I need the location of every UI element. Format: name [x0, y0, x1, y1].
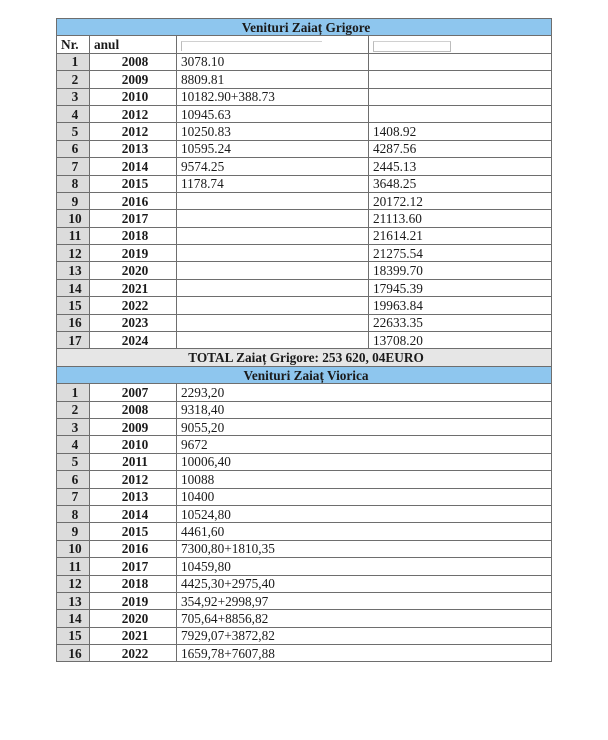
row-number: 9: [57, 192, 90, 209]
table-row: [57, 610, 552, 627]
row-year: 2009: [90, 418, 177, 435]
table-row: [57, 488, 552, 505]
row-year: 2012: [90, 471, 177, 488]
row-value-1: [177, 314, 369, 331]
row-value-1: [177, 279, 369, 296]
table-row: [57, 123, 552, 140]
row-value: 9672: [177, 436, 552, 453]
row-value: 9055,20: [177, 418, 552, 435]
redacted-header-mark: [181, 41, 322, 51]
row-value: 2293,20: [177, 384, 552, 401]
row-year: 2021: [90, 627, 177, 644]
section2-title-row: [57, 366, 552, 383]
table-row: [57, 453, 552, 470]
table-row: [57, 505, 552, 522]
row-number: 17: [57, 332, 90, 349]
row-year: 2010: [90, 436, 177, 453]
row-value: 10459,80: [177, 558, 552, 575]
row-number: 5: [57, 453, 90, 470]
row-value-2: 19963.84: [369, 297, 552, 314]
row-value-1: 3078.10: [177, 53, 369, 70]
row-value-2: 1408.92: [369, 123, 552, 140]
row-value-2: [369, 88, 552, 105]
row-value: 4461,60: [177, 523, 552, 540]
row-year: 2021: [90, 279, 177, 296]
row-value-2: 4287.56: [369, 140, 552, 157]
table-row: [57, 88, 552, 105]
section2-title: Venituri Zaiaț Viorica: [57, 366, 552, 383]
row-value-2: 21275.54: [369, 245, 552, 262]
row-number: 6: [57, 471, 90, 488]
header-redacted-1: [177, 36, 369, 53]
row-value-2: 20172.12: [369, 192, 552, 209]
table-row: [57, 297, 552, 314]
row-year: 2020: [90, 610, 177, 627]
row-value: 9318,40: [177, 401, 552, 418]
row-number: 9: [57, 523, 90, 540]
row-value-1: [177, 245, 369, 262]
row-year: 2013: [90, 488, 177, 505]
table-row: [57, 645, 552, 662]
row-number: 5: [57, 123, 90, 140]
row-number: 10: [57, 540, 90, 557]
row-value: 705,64+8856,82: [177, 610, 552, 627]
row-year: 2015: [90, 523, 177, 540]
row-year: 2012: [90, 123, 177, 140]
row-value: 10524,80: [177, 505, 552, 522]
row-year: 2014: [90, 505, 177, 522]
row-year: 2008: [90, 53, 177, 70]
row-value-1: 8809.81: [177, 71, 369, 88]
section1-title-row: [57, 19, 552, 36]
table-row: [57, 314, 552, 331]
row-value-2: [369, 105, 552, 122]
table-row: [57, 471, 552, 488]
row-number: 11: [57, 558, 90, 575]
row-value-2: 13708.20: [369, 332, 552, 349]
row-value-1: 10182.90+388.73: [177, 88, 369, 105]
row-number: 10: [57, 210, 90, 227]
row-number: 2: [57, 71, 90, 88]
table-row: [57, 105, 552, 122]
row-year: 2024: [90, 332, 177, 349]
row-value-1: 9574.25: [177, 158, 369, 175]
row-value-2: 17945.39: [369, 279, 552, 296]
table-row: [57, 210, 552, 227]
row-value: 10006,40: [177, 453, 552, 470]
row-year: 2020: [90, 262, 177, 279]
row-value: 7300,80+1810,35: [177, 540, 552, 557]
row-number: 15: [57, 627, 90, 644]
section1-total: TOTAL Zaiaț Grigore: 253 620, 04EURO: [57, 349, 552, 366]
table-row: [57, 279, 552, 296]
redacted-header-mark: [373, 41, 451, 52]
row-value: 10088: [177, 471, 552, 488]
row-number: 16: [57, 314, 90, 331]
row-number: 3: [57, 88, 90, 105]
row-value: 4425,30+2975,40: [177, 575, 552, 592]
row-year: 2010: [90, 88, 177, 105]
row-value-1: [177, 262, 369, 279]
table-row: [57, 401, 552, 418]
section1-title: Venituri Zaiaț Grigore: [57, 19, 552, 36]
row-value-2: 3648.25: [369, 175, 552, 192]
row-value: 1659,78+7607,88: [177, 645, 552, 662]
row-number: 8: [57, 175, 90, 192]
row-value-1: 1178.74: [177, 175, 369, 192]
table-row: [57, 418, 552, 435]
row-value-1: 10595.24: [177, 140, 369, 157]
row-number: 4: [57, 105, 90, 122]
table-row: [57, 245, 552, 262]
row-year: 2014: [90, 158, 177, 175]
row-value-2: 21614.21: [369, 227, 552, 244]
table-row: [57, 627, 552, 644]
row-value: 7929,07+3872,82: [177, 627, 552, 644]
row-number: 7: [57, 488, 90, 505]
row-number: 14: [57, 610, 90, 627]
income-table-body: [57, 19, 552, 662]
row-year: 2007: [90, 384, 177, 401]
row-value-1: [177, 297, 369, 314]
row-value: 354,92+2998,97: [177, 592, 552, 609]
row-year: 2018: [90, 227, 177, 244]
header-redacted-2: [369, 36, 552, 53]
row-number: 14: [57, 279, 90, 296]
row-year: 2017: [90, 210, 177, 227]
income-table: [56, 18, 552, 662]
section1-total-row: [57, 349, 552, 366]
row-number: 3: [57, 418, 90, 435]
row-year: 2018: [90, 575, 177, 592]
table-row: [57, 592, 552, 609]
row-value-2: [369, 71, 552, 88]
row-year: 2019: [90, 245, 177, 262]
table-row: [57, 158, 552, 175]
row-value-1: [177, 332, 369, 349]
row-number: 1: [57, 53, 90, 70]
row-number: 8: [57, 505, 90, 522]
row-value-1: [177, 227, 369, 244]
row-year: 2008: [90, 401, 177, 418]
table-row: [57, 227, 552, 244]
row-year: 2022: [90, 645, 177, 662]
row-number: 12: [57, 575, 90, 592]
row-value-1: [177, 210, 369, 227]
row-number: 4: [57, 436, 90, 453]
row-number: 16: [57, 645, 90, 662]
row-value-2: 2445.13: [369, 158, 552, 175]
row-number: 2: [57, 401, 90, 418]
row-year: 2013: [90, 140, 177, 157]
row-value-2: [369, 53, 552, 70]
row-year: 2009: [90, 71, 177, 88]
table-row: [57, 523, 552, 540]
row-year: 2016: [90, 540, 177, 557]
table-row: [57, 71, 552, 88]
table-row: [57, 262, 552, 279]
header-year: anul: [90, 36, 177, 53]
table-row: [57, 192, 552, 209]
table-row: [57, 53, 552, 70]
row-number: 6: [57, 140, 90, 157]
row-year: 2019: [90, 592, 177, 609]
column-header-row: [57, 36, 552, 53]
row-year: 2023: [90, 314, 177, 331]
header-nr: Nr.: [57, 36, 90, 53]
table-row: [57, 540, 552, 557]
table-row: [57, 384, 552, 401]
row-year: 2016: [90, 192, 177, 209]
row-number: 11: [57, 227, 90, 244]
row-year: 2017: [90, 558, 177, 575]
row-value-2: 22633.35: [369, 314, 552, 331]
table-row: [57, 175, 552, 192]
row-value-1: [177, 192, 369, 209]
row-year: 2011: [90, 453, 177, 470]
table-row: [57, 332, 552, 349]
row-value-1: 10945.63: [177, 105, 369, 122]
row-value-2: 21113.60: [369, 210, 552, 227]
row-year: 2022: [90, 297, 177, 314]
row-number: 13: [57, 592, 90, 609]
row-value-1: 10250.83: [177, 123, 369, 140]
row-year: 2015: [90, 175, 177, 192]
row-value-2: 18399.70: [369, 262, 552, 279]
row-number: 15: [57, 297, 90, 314]
table-row: [57, 558, 552, 575]
table-row: [57, 575, 552, 592]
row-number: 12: [57, 245, 90, 262]
row-number: 7: [57, 158, 90, 175]
row-number: 1: [57, 384, 90, 401]
table-row: [57, 436, 552, 453]
row-value: 10400: [177, 488, 552, 505]
row-number: 13: [57, 262, 90, 279]
table-row: [57, 140, 552, 157]
row-year: 2012: [90, 105, 177, 122]
